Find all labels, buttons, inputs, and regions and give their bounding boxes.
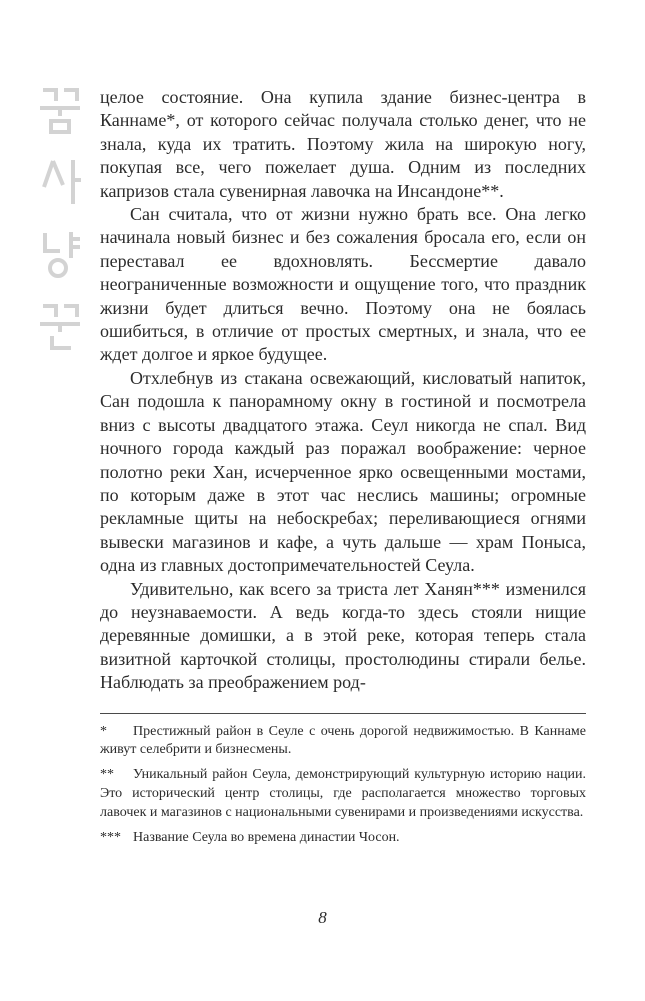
footnote (100, 766, 586, 822)
hangul-glyph-sa (38, 158, 82, 206)
margin-vertical-title (38, 86, 82, 350)
body-text (100, 86, 586, 695)
footnote-text: Уникальный район Сеула, демонстрирующий культурную историю нации. Это исторический центр столицы, где располагается множество торговых лавочек и магазинов с национальными сувенирами и произведениями искусства. (100, 767, 586, 820)
paragraph: Отхлебнув из стакана освежающий, кисловатый напиток, Сан подошла к панорамному окну в гостиной и посмотрела вниз с высоты двадцатого этажа. Сеул никогда не спал. Вид ночного города каждый раз поражал воображение: черное полотно реки Хан, исчерченное ярко освещенными мостами, по которым даже в этот час неслись машины; огромные рекламные щиты на небоскребах; переливающиеся огнями вывески магазинов и кафе, а чуть дальше — храм Поныса, одна из главных достопримечательностей Сеула. (100, 367, 586, 576)
footnote-text: Название Сеула во времена династии Чосон. (133, 829, 400, 845)
footnote-separator (100, 713, 586, 714)
paragraph: целое состояние. Она купила здание бизнес-центра в Каннаме*, от которого сейчас получала столько денег, что не знала, куда их тратить. Поэтому жила на широкую ногу, покупая все, чего пожелает душа. Одним из последних капризов стала сувенирная лавочка на Инсандоне**. (100, 87, 586, 201)
paragraph: Удивительно, как всего за триста лет Ханян*** изменился до неузнаваемости. А ведь когда-то здесь стояли нищие деревянные домишки, а в этой реке, которая теперь стала визитной карточкой столицы, простолюдины стирали белье. Наблюдать за преображением род- (100, 578, 586, 693)
hangul-glyph-nyang (38, 230, 82, 278)
hangul-glyph-kkun (38, 302, 82, 350)
footnotes (100, 723, 586, 848)
footnote-text: Престижный район в Сеуле с очень дорогой недвижимостью. В Каннаме живут селебрити и бизнесмены. (100, 723, 586, 758)
footnote-marker: *** (100, 829, 121, 845)
footnote (100, 723, 586, 761)
footnote-marker: * (100, 723, 107, 739)
hangul-glyph-kkum (38, 86, 82, 134)
footnote (100, 829, 586, 848)
page-content (100, 86, 586, 853)
paragraph: Сан считала, что от жизни нужно брать все. Она легко начинала новый бизнес и без сожаления бросала его, если он переставал ее вдохновлять. Бессмертие давало неограниченные возможности и ощущение того, что праздник жизни будет длиться вечно. Поэтому она не боялась ошибиться, в отличие от простых смертных, и знала, что ее ждет долгое и яркое будущее. (100, 204, 586, 365)
footnote-marker: ** (100, 767, 114, 783)
page-number: 8 (318, 908, 327, 927)
